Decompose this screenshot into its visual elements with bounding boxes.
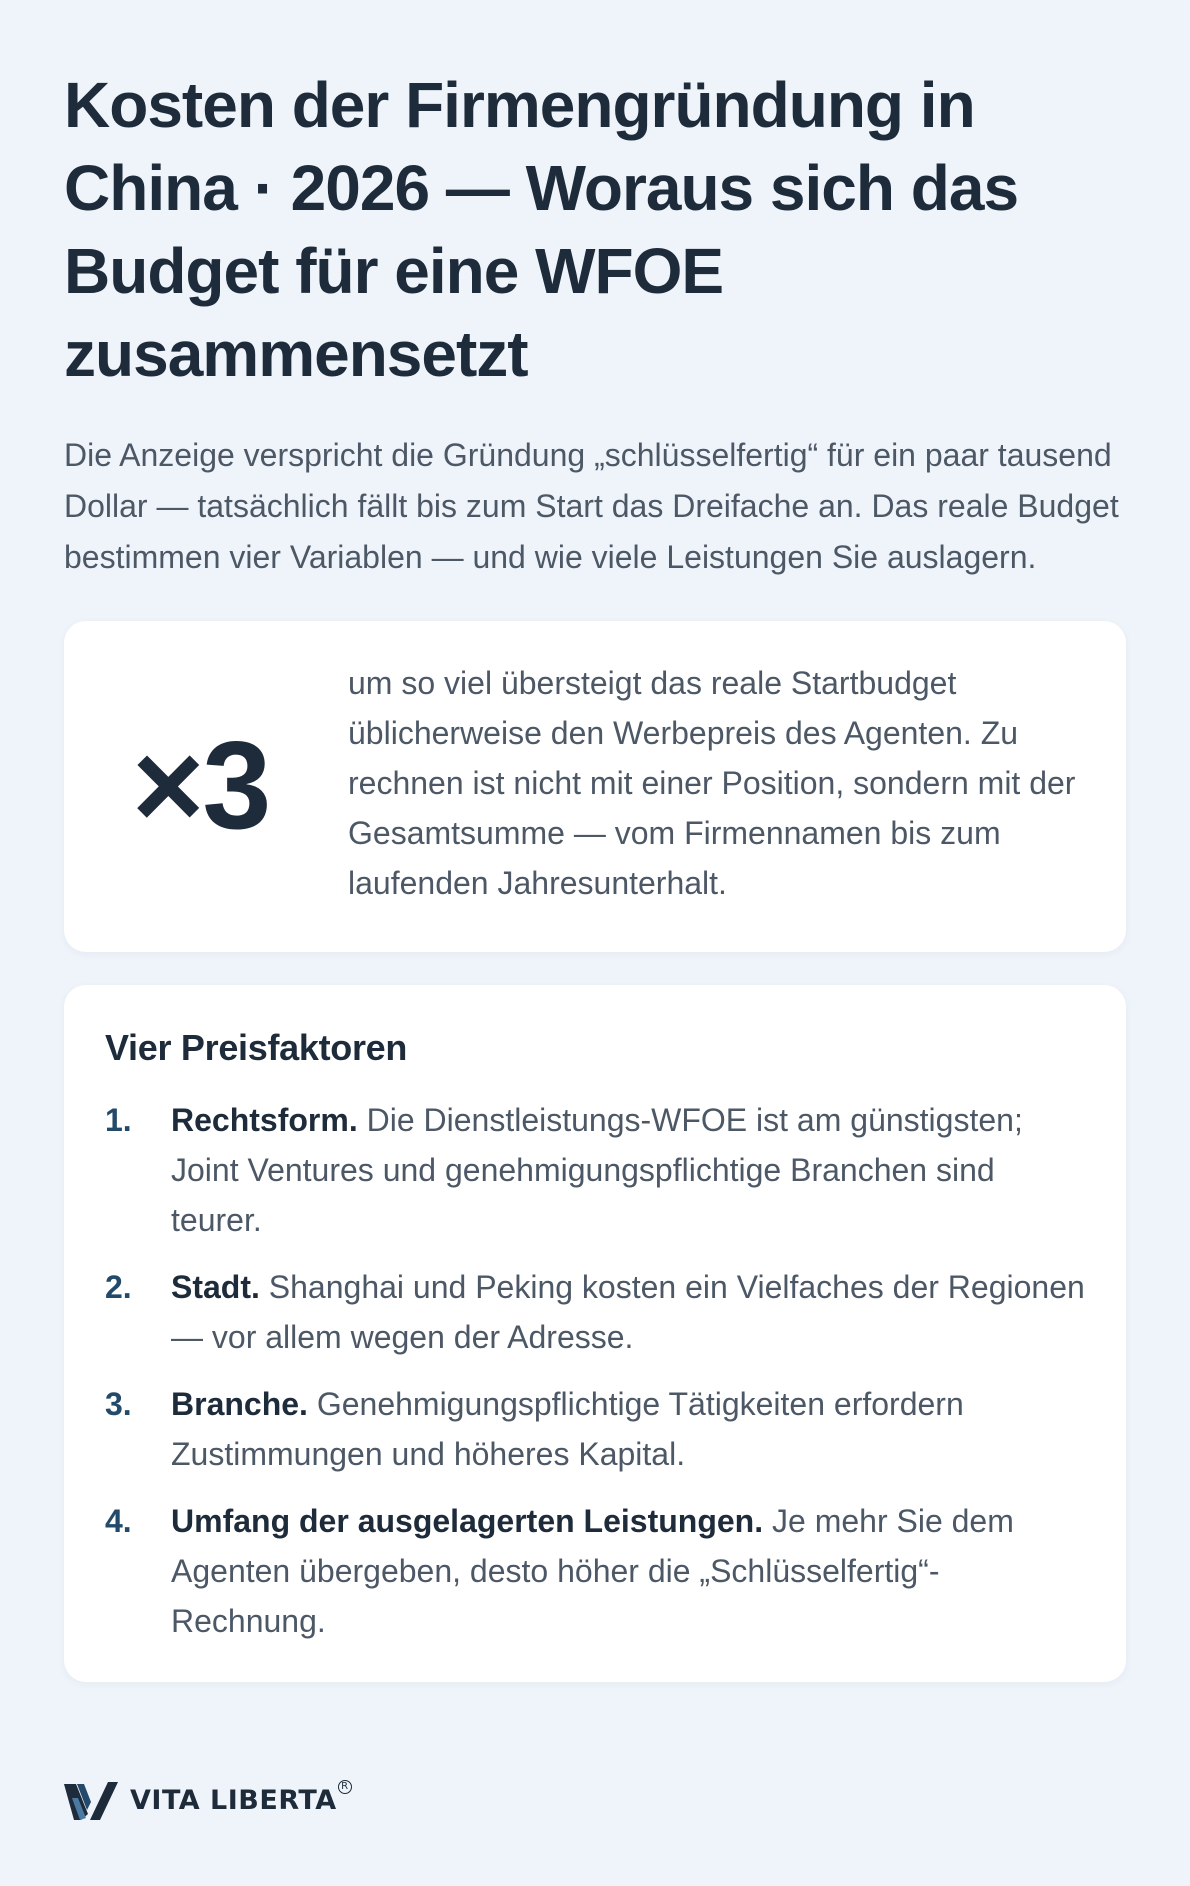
stat-value: ×3 xyxy=(132,717,270,855)
brand-name: VITA LIBERTA xyxy=(130,1785,337,1816)
vita-liberta-logo-icon xyxy=(64,1780,118,1822)
list-item xyxy=(105,1496,1086,1646)
list-item xyxy=(105,1095,1086,1245)
page-content xyxy=(64,64,1126,1682)
list-item-term: Stadt. xyxy=(171,1269,260,1305)
list-item-term: Rechtsform. xyxy=(171,1102,358,1138)
list-item-number: 2. xyxy=(105,1269,132,1305)
list-item-text: Shanghai und Peking kosten ein Vielfaches der Regionen — vor allem wegen der Adresse. xyxy=(171,1269,1085,1355)
list-item-text: Je mehr Sie dem Agenten übergeben, desto höher die „Schlüsselfertig“-Rechnung. xyxy=(171,1503,1014,1639)
factors-heading: Vier Preisfaktoren xyxy=(105,1027,408,1068)
factors-list xyxy=(105,1095,1086,1646)
list-item xyxy=(105,1379,1086,1479)
list-item xyxy=(105,1262,1086,1362)
list-item-number: 1. xyxy=(105,1102,132,1138)
list-item-term: Umfang der ausgelagerten Leistungen. xyxy=(171,1503,764,1539)
list-item-text: Genehmigungspflichtige Tätigkeiten erfordern Zustimmungen und höheres Kapital. xyxy=(171,1386,964,1472)
brand-logo[interactable] xyxy=(64,1780,352,1822)
factors-card xyxy=(64,985,1126,1682)
trademark-icon: R xyxy=(338,1780,352,1794)
list-item-number: 4. xyxy=(105,1503,132,1539)
list-item-term: Branche. xyxy=(171,1386,308,1422)
list-item-text: Die Dienstleistungs-WFOE ist am günstigsten; Joint Ventures und genehmigungspflichtige Branchen sind teurer. xyxy=(171,1102,1023,1238)
list-item-number: 3. xyxy=(105,1386,132,1422)
lead-paragraph: Die Anzeige verspricht die Gründung „schlüsselfertig“ für ein paar tausend Dollar — tatsächlich fällt bis zum Start das Dreifache an. Das reale Budget bestimmen vier Variablen — und wie viele Leistungen Sie auslagern. xyxy=(64,437,1119,575)
stat-card xyxy=(64,621,1126,952)
stat-description: um so viel übersteigt das reale Startbudget üblicherweise den Werbepreis des Agenten. Zu rechnen ist nicht mit einer Position, sondern mit der Gesamtsumme — vom Firmennamen bis zum laufenden Jahresunterhalt. xyxy=(348,665,1076,901)
page-title: Kosten der Firmengründung in China · 2026 — Woraus sich das Budget für eine WFOE zusammensetzt xyxy=(64,69,1019,390)
